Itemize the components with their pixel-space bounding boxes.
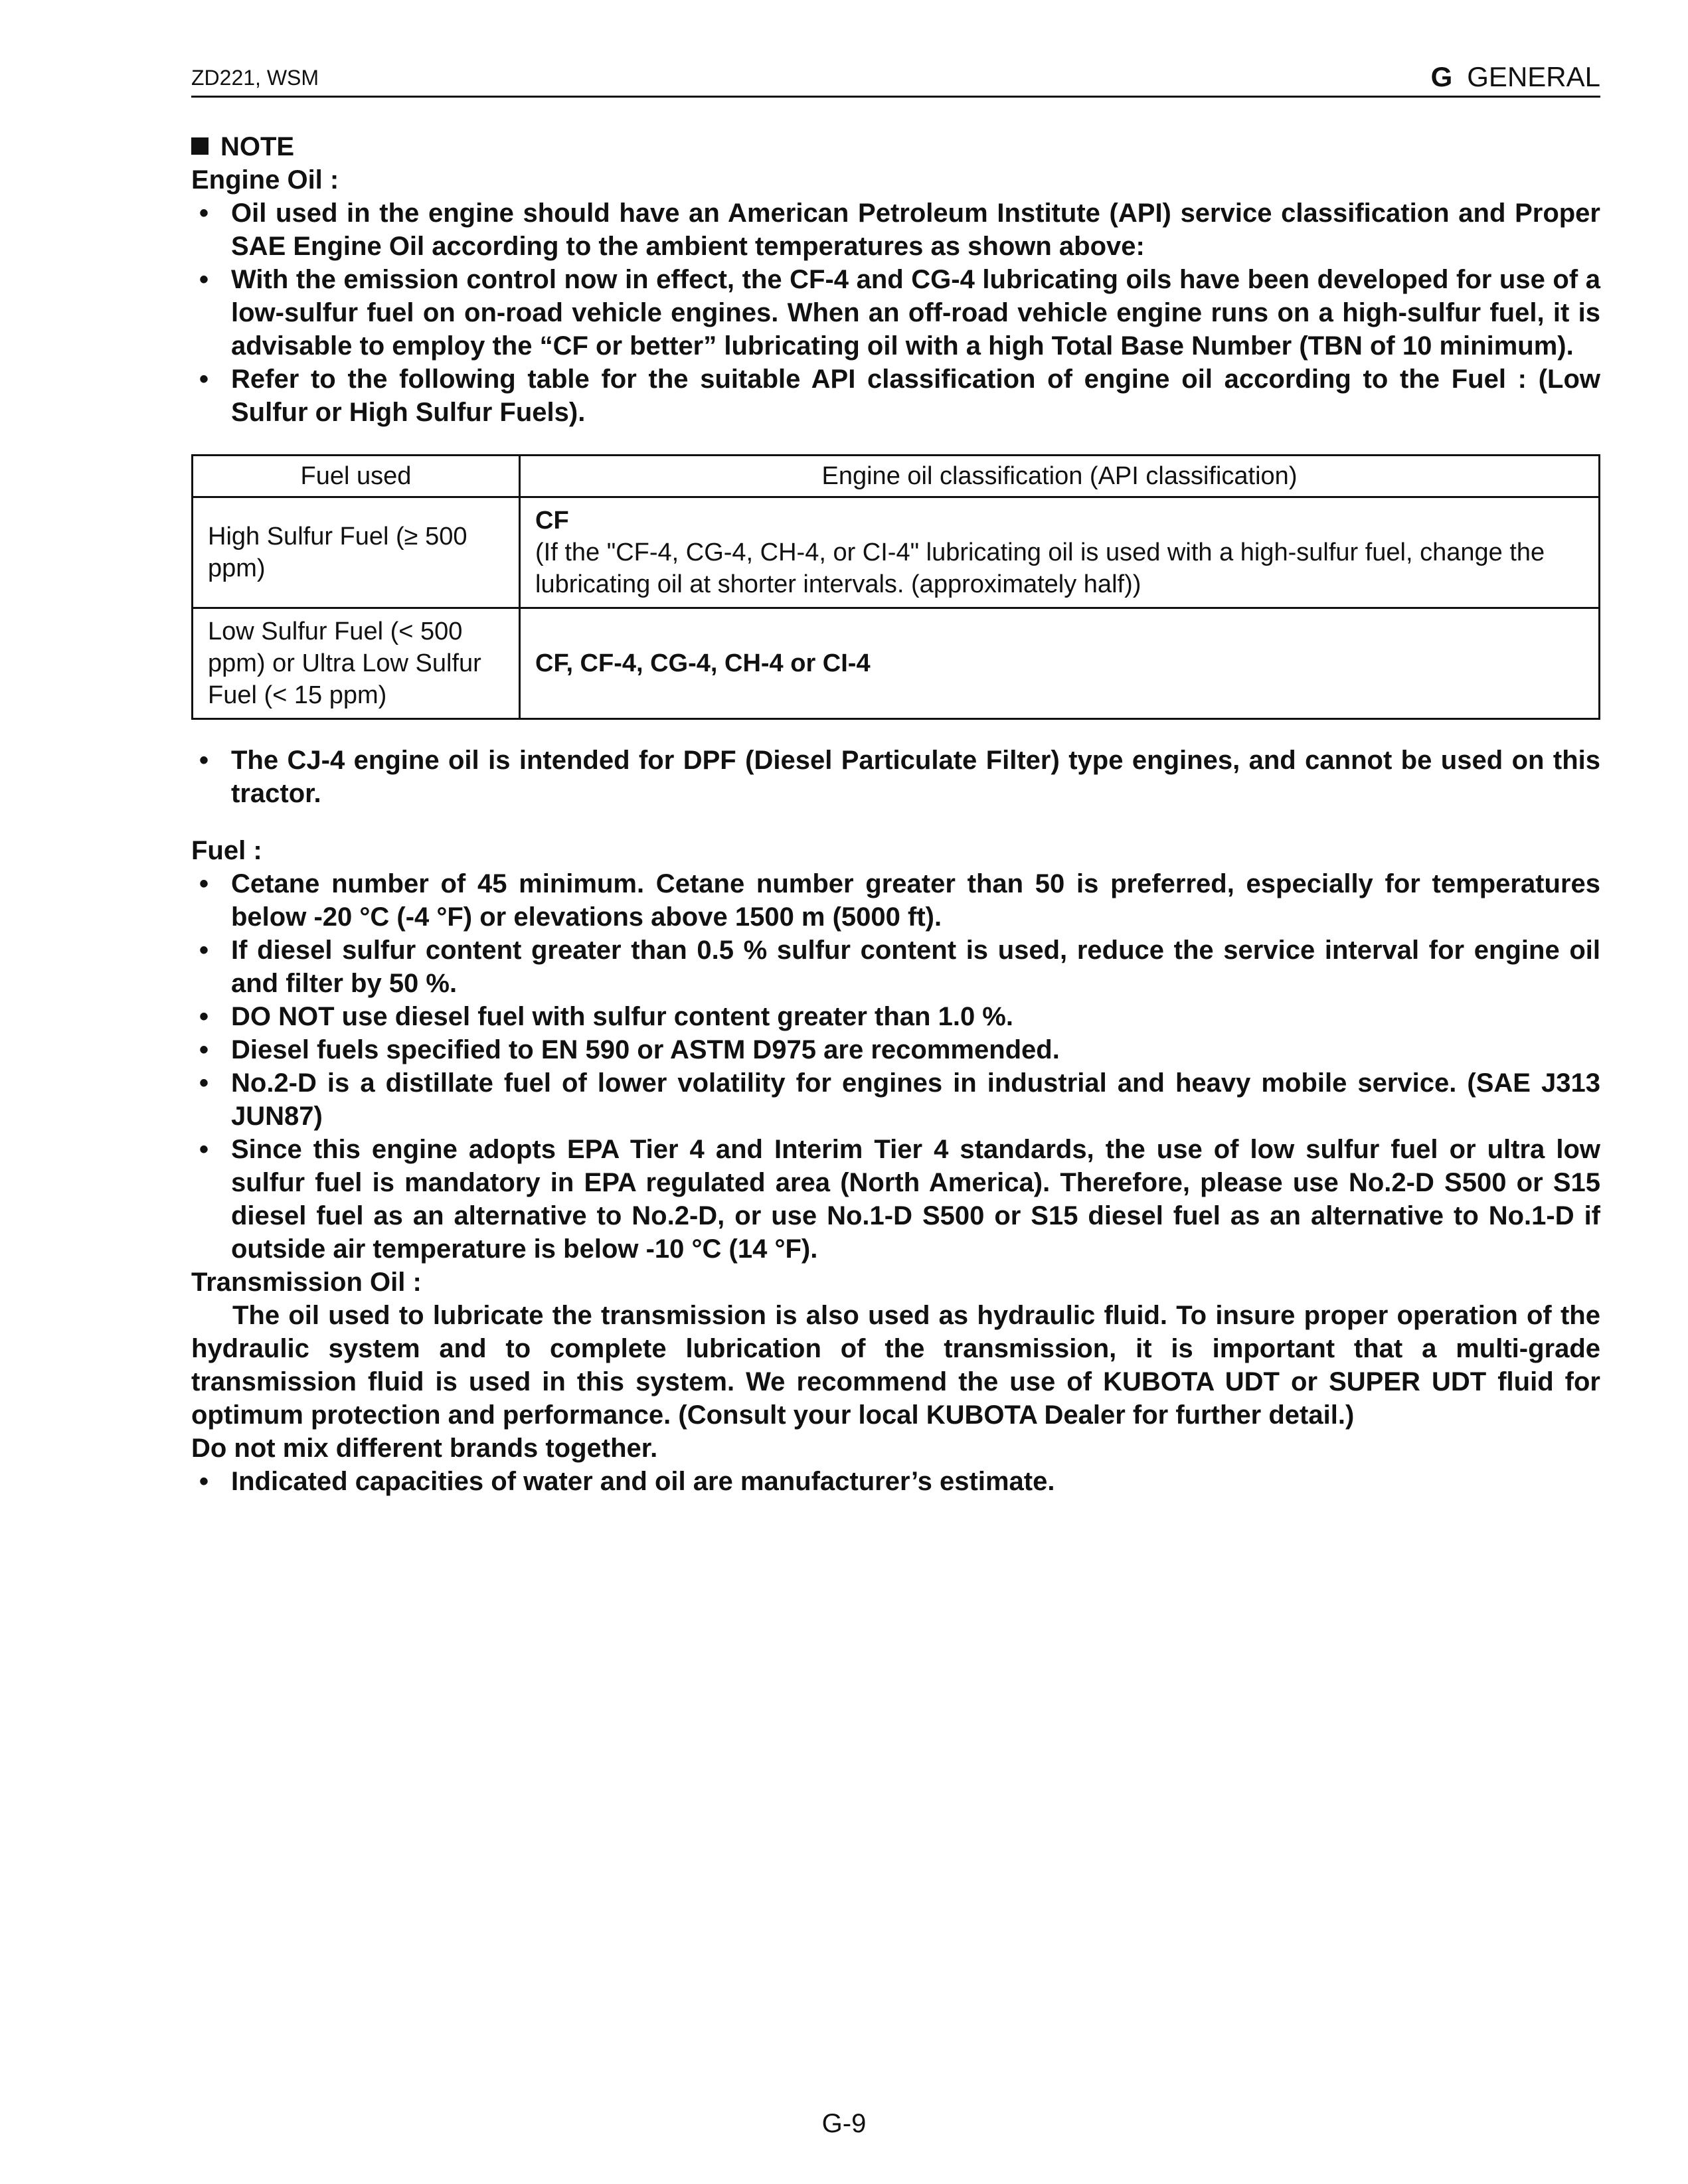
do-not-mix-text: Do not mix different brands together.	[191, 1434, 658, 1463]
engine-oil-list	[191, 197, 1600, 429]
oil-note: (If the "CF-4, CG-4, CH-4, or CI-4" lubricating oil is used with a high-sulfur fuel, change the lubricating oil at shorter intervals. (approximately half))	[535, 539, 1545, 598]
note-square-icon	[191, 137, 209, 155]
engine-oil-heading: Engine Oil :	[191, 165, 339, 195]
document-code: ZD221, WSM	[191, 66, 319, 90]
page-content	[191, 130, 1600, 1498]
oil-cell	[520, 608, 1600, 719]
table-row	[193, 497, 1600, 608]
transmission-oil-heading: Transmission Oil :	[191, 1268, 422, 1297]
note-label: NOTE	[220, 132, 295, 161]
list-item: • Refer to the following table for the suitable API classification of engine oil according to the Fuel : (Low Sulfur or High Sulfur Fuels).	[191, 363, 1600, 429]
spacer	[191, 810, 1600, 834]
oil-cell	[520, 497, 1600, 608]
fuel-cell: High Sulfur Fuel (≥ 500 ppm)	[193, 497, 520, 608]
list-item: • Diesel fuels specified to EN 590 or ASTM D975 are recommended.	[191, 1033, 1600, 1066]
after-table-list	[191, 744, 1600, 810]
column-header-fuel: Fuel used	[193, 456, 520, 497]
page-header	[191, 58, 1600, 98]
list-item: • Oil used in the engine should have an American Petroleum Institute (API) service classification and Proper SAE Engine Oil according to the ambient temperatures as shown above:	[191, 197, 1600, 263]
oil-classification-table	[191, 454, 1600, 720]
section-letter: G	[1430, 61, 1453, 92]
list-item: • If diesel sulfur content greater than 0.5 % sulfur content is used, reduce the service interval for engine oil and filter by 50 %.	[191, 934, 1600, 1000]
fuel-list	[191, 867, 1600, 1266]
fuel-cell: Low Sulfur Fuel (< 500 ppm) or Ultra Low Sulfur Fuel (< 15 ppm)	[193, 608, 520, 719]
column-header-oil: Engine oil classification (API classification)	[520, 456, 1600, 497]
oil-main: CF	[535, 507, 569, 535]
list-item: • Since this engine adopts EPA Tier 4 and Interim Tier 4 standards, the use of low sulfur fuel or ultra low sulfur fuel is mandatory in EPA regulated area (North America). Therefore, please use No.2-D S500 or S15 diesel fuel as an alternative to No.2-D, or use No.1-D S500 or S15 diesel fuel as an alternative to No.1-D if outside air temperature is below -10 °C (14 °F).	[191, 1133, 1600, 1266]
transmission-list	[191, 1465, 1600, 1498]
table-header-row	[193, 456, 1600, 497]
list-item: • The CJ-4 engine oil is intended for DPF (Diesel Particulate Filter) type engines, and cannot be used on this tractor.	[191, 744, 1600, 810]
section-name: GENERAL	[1467, 61, 1600, 92]
list-item: • With the emission control now in effect, the CF-4 and CG-4 lubricating oils have been developed for use of a low-sulfur fuel on on-road vehicle engines. When an off-road vehicle engine runs on a high-sulfur fuel, it is advisable to employ the “CF or better” lubricating oil with a high Total Base Number (TBN of 10 minimum).	[191, 263, 1600, 363]
oil-main: CF, CF-4, CG-4, CH-4 or CI-4	[535, 649, 871, 677]
list-item: • Cetane number of 45 minimum. Cetane number greater than 50 is preferred, especially for temperatures below -20 °C (-4 °F) or elevations above 1500 m (5000 ft).	[191, 867, 1600, 934]
list-item: • DO NOT use diesel fuel with sulfur content greater than 1.0 %.	[191, 1000, 1600, 1033]
list-item: • Indicated capacities of water and oil are manufacturer’s estimate.	[191, 1465, 1600, 1498]
note-heading	[191, 130, 1600, 163]
transmission-oil-paragraph: The oil used to lubricate the transmission is also used as hydraulic fluid. To insure proper operation of the hydraulic system and to complete lubrication of the transmission, it is important that a multi-grade transmission fluid is used in this system. We recommend the use of KUBOTA UDT or SUPER UDT fluid for optimum protection and performance. (Consult your local KUBOTA Dealer for further detail.)	[191, 1301, 1600, 1430]
page-number: G-9	[821, 2109, 867, 2138]
fuel-heading: Fuel :	[191, 836, 262, 865]
section-title	[1431, 61, 1600, 93]
list-item: • No.2-D is a distillate fuel of lower volatility for engines in industrial and heavy mobile service. (SAE J313 JUN87)	[191, 1066, 1600, 1133]
table-row	[193, 608, 1600, 719]
